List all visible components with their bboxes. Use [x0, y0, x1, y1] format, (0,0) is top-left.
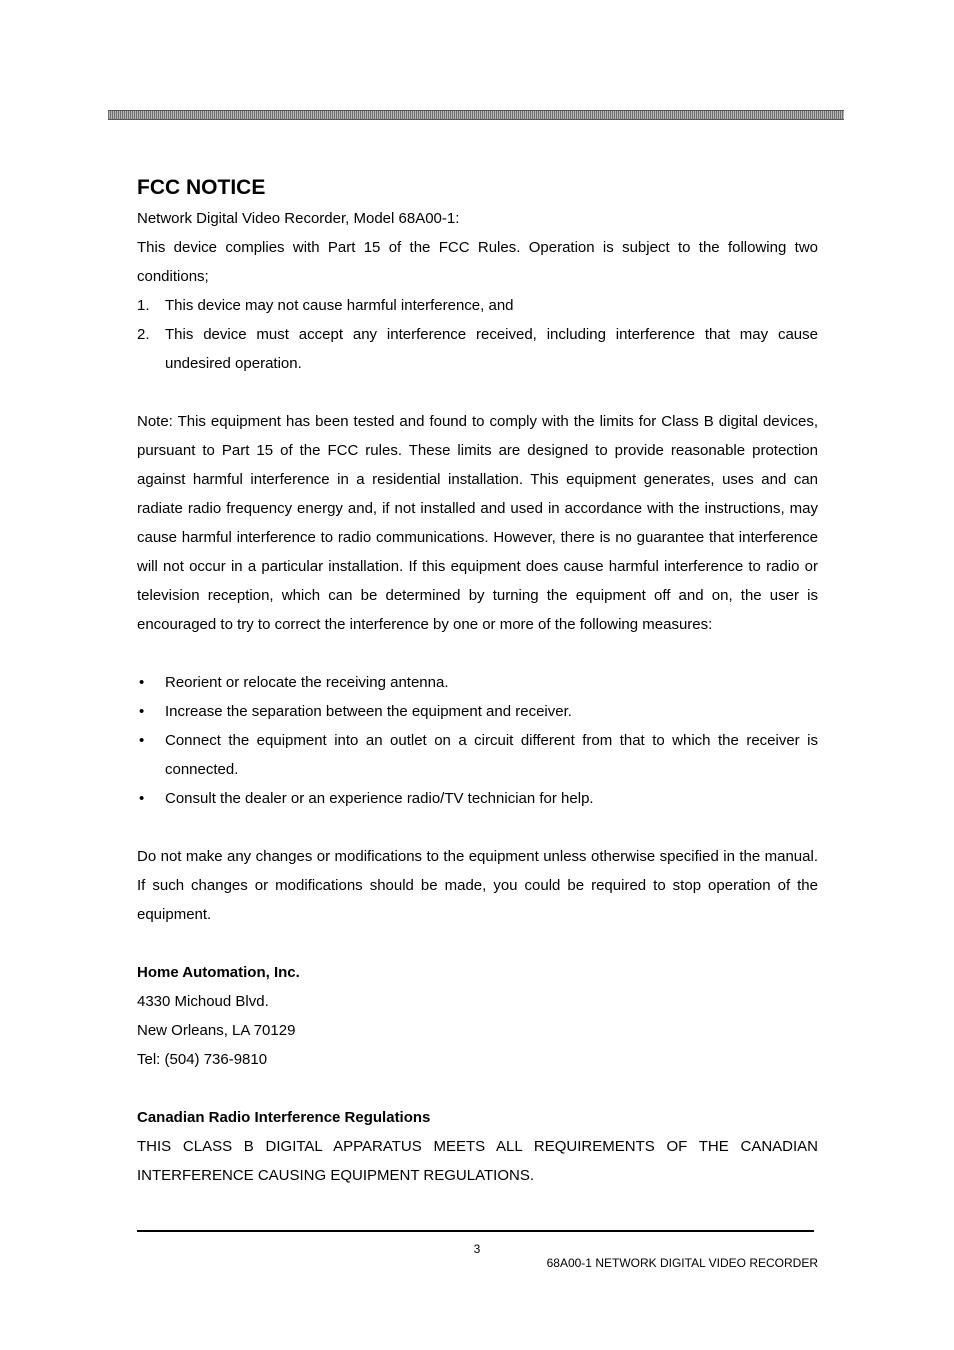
condition-text: This device must accept any interference received, including interference that may cause undesired operation.	[165, 326, 818, 372]
measure-text: Connect the equipment into an outlet on a circuit different from that to which the receiver is connected.	[165, 732, 818, 778]
condition-text: This device may not cause harmful interference, and	[165, 297, 514, 314]
company-street: 4330 Michoud Blvd.	[137, 993, 269, 1010]
company-city: New Orleans, LA 70129	[137, 1022, 296, 1039]
condition-item	[137, 320, 818, 378]
footer-rule	[137, 1230, 814, 1232]
measure-item	[137, 726, 818, 784]
modifications-paragraph: Do not make any changes or modifications to the equipment unless otherwise specified in the manual. If such changes or modifications should be made, you could be required to stop operation of the equipment.	[137, 848, 818, 923]
page-title: FCC NOTICE	[137, 176, 266, 199]
company-name: Home Automation, Inc.	[137, 964, 300, 981]
bullet-icon: •	[139, 703, 145, 720]
condition-number: 1.	[137, 297, 150, 314]
canadian-heading: Canadian Radio Interference Regulations	[137, 1109, 431, 1126]
page-number: 3	[473, 1242, 481, 1256]
note-paragraph: Note: This equipment has been tested and found to comply with the limits for Class B digital devices, pursuant to Part 15 of the FCC rules. These limits are designed to provide reasonable protection against harmful interference in a residential installation. This equipment generates, uses and can radiate radio frequency energy and, if not installed and used in accordance with the instructions, may cause harmful interference to radio communications. However, there is no guarantee that interference will not occur in a particular installation. If this equipment does cause harmful interference to radio or television reception, which can be determined by turning the equipment off and on, the user is encouraged to try to correct the interference by one or more of the following measures:	[137, 413, 818, 633]
measure-text: Reorient or relocate the receiving antenna.	[165, 674, 449, 691]
measure-text: Consult the dealer or an experience radio/TV technician for help.	[165, 790, 594, 807]
bullet-icon: •	[139, 674, 145, 691]
conditions-list	[137, 291, 818, 378]
canadian-text: THIS CLASS B DIGITAL APPARATUS MEETS ALL REQUIREMENTS OF THE CANADIAN INTERFERENCE CAUSING EQUIPMENT REGULATIONS.	[137, 1138, 818, 1184]
measure-item	[137, 784, 818, 813]
bullet-icon: •	[139, 790, 145, 807]
measures-list	[137, 668, 818, 813]
condition-number: 2.	[137, 326, 150, 343]
footer-doc-title: 68A00-1 NETWORK DIGITAL VIDEO RECORDER	[546, 1256, 818, 1270]
measure-text: Increase the separation between the equipment and receiver.	[165, 703, 572, 720]
measure-item	[137, 668, 818, 697]
intro-model: Network Digital Video Recorder, Model 68A00-1:	[137, 210, 460, 227]
measure-item	[137, 697, 818, 726]
condition-item	[137, 291, 818, 320]
bullet-icon: •	[139, 732, 145, 749]
intro-text: This device complies with Part 15 of the FCC Rules. Operation is subject to the following two conditions;	[137, 239, 818, 285]
company-tel: Tel: (504) 736-9810	[137, 1051, 268, 1068]
header-rule	[108, 110, 844, 120]
page-content	[137, 172, 818, 1190]
